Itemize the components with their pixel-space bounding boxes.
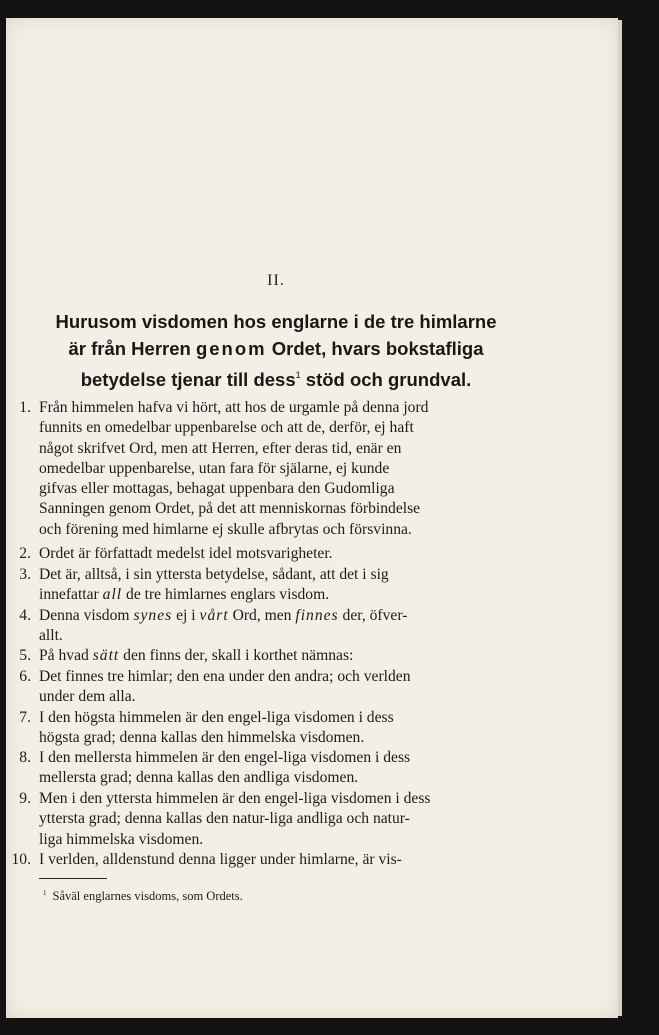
text-line: allt. [39,627,63,645]
emphasis: vårt [199,607,229,624]
heading-line-2 [28,335,524,362]
text-part: der, öfver- [342,607,408,624]
footnote-text: Såväl englarnes visdoms, som Ordets. [52,889,243,903]
heading-part: Ordet, hvars bokstafliga [271,338,484,359]
heading-line-1: Hurusom visdomen hos englarne i de tre himlarne [55,311,497,332]
paragraph-7 [19,708,511,749]
text-line: funnits en omedelbar uppenbarelse och att de, derför, ej haft [39,419,414,437]
heading-part: stöd och grundval. [305,369,472,390]
emphasis: all [102,586,123,604]
text-line: I den mellersta himmelen är den engel-liga visdomen i dess [39,749,411,766]
book-page [6,18,618,1018]
text-line: Ordet är författadt medelst idel motsvarigheter. [39,545,333,562]
chapter-number: II. [267,272,285,289]
paragraph-6 [19,667,511,708]
text-part: På hvad [39,647,89,664]
text-line: Från himmelen hafva vi hört, att hos de urgamle på denna jord [39,399,429,416]
paragraph-2 [19,544,511,564]
text-line: I verlden, alldenstund denna ligger under himlarne, är vis- [39,851,402,868]
text-part: de tre himlarnes englars visdom. [126,586,330,604]
paragraph-number: 8. [19,749,31,766]
paragraph-number: 6. [19,668,31,685]
text-line [39,585,511,605]
emphasis: synes [133,607,173,624]
chapter-heading [28,308,524,393]
emphasis: sätt [92,647,120,664]
text-line [39,606,511,626]
paragraph-number: 9. [19,790,31,807]
text-line: under dem alla. [39,688,136,706]
text-line: omedelbar uppenbarelse, utan fara för själarne, ej kunde [39,459,390,477]
paragraph-3 [19,565,511,606]
emphasis: finnes [295,607,339,624]
paragraph-number: 4. [19,607,31,624]
text-part: innefattar [39,586,99,604]
text-line: gifvas eller mottagas, behagat uppenbara den Gudomliga [39,480,395,498]
text-line: I den högsta himmelen är den engel-liga visdomen i dess [39,709,394,726]
text-line: yttersta grad; denna kallas den natur-liga andliga och natur- [39,810,410,828]
text-line: högsta grad; denna kallas den himmelska visdomen. [39,729,365,747]
paragraph-number: 10. [11,851,31,868]
page-edge [618,20,622,1016]
paragraph-number: 5. [19,647,31,664]
paragraph-8 [19,748,511,789]
paragraph-number: 2. [19,545,31,562]
text-line: Men i den yttersta himmelen är den engel-liga visdomen i dess [39,790,431,807]
footnote [43,889,243,904]
text-line: Det är, alltså, i sin yttersta betydelse, sådant, att det i sig [39,566,389,583]
paragraph-1 [19,398,511,540]
text-line: och förening med himlarne ej skulle afbrytas och försvinna. [39,520,412,538]
text-line: något skrifvet Ord, men att Herren, efter deras tid, enär en [39,439,402,457]
text-part: Denna visdom [39,607,130,624]
heading-spaced-word: genom [195,338,267,359]
text-part: ej i [176,607,196,624]
paragraph-number: 3. [19,566,31,583]
text-line: Sanningen genom Ordet, på det att menniskornas förbindelse [39,500,421,518]
heading-part: betydelse tjenar till dess [80,369,296,390]
paragraph-10 [11,850,511,870]
footnote-marker: 1 [43,889,47,897]
paragraph-9 [19,789,511,850]
heading-line-3 [28,362,524,393]
paragraph-4 [19,606,511,647]
text-line [39,646,511,666]
footnote-rule [39,878,107,879]
paragraph-number: 7. [19,709,31,726]
footnote-marker: 1 [295,370,301,380]
paragraph-5 [19,646,511,666]
text-part: Ord, men [232,607,292,624]
paragraph-number: 1. [19,399,31,416]
text-part: den finns der, skall i korthet nämnas: [123,647,354,664]
text-line: mellersta grad; denna kallas den andliga visdomen. [39,769,359,787]
text-line: liga himmelska visdomen. [39,830,204,848]
text-line: Det finnes tre himlar; den ena under den andra; och verlden [39,668,411,685]
heading-part: är från Herren [68,338,191,359]
